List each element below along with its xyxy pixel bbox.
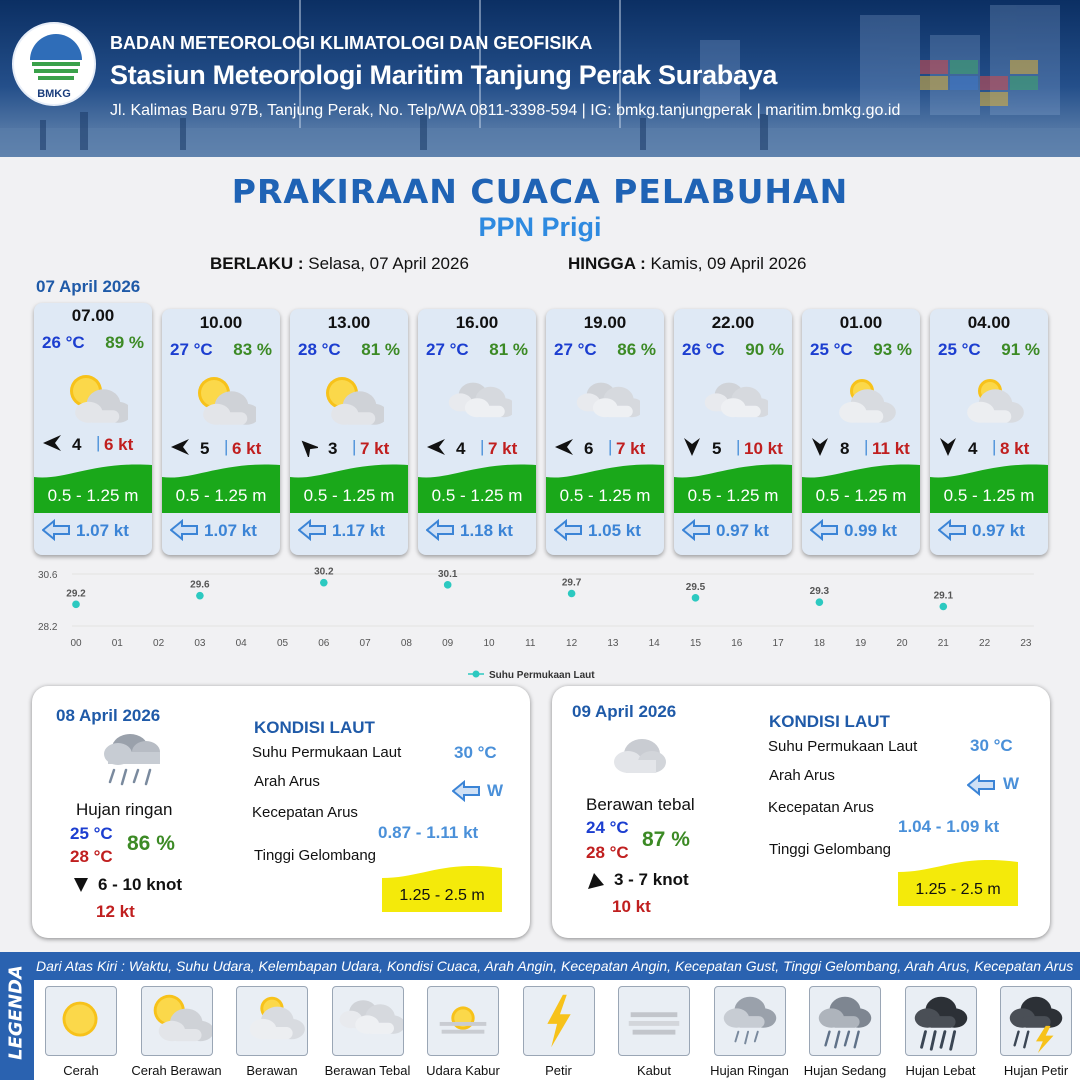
wave-height: 0.5 - 1.25 m [47, 486, 139, 505]
x-tick-label: 20 [896, 638, 908, 649]
data-point [816, 598, 824, 606]
temp-min: 25 °C [70, 824, 113, 843]
wave-height: 0.5 - 1.25 m [559, 486, 651, 505]
temp-max: 28 °C [70, 847, 113, 866]
humidity: 86 % [617, 340, 656, 359]
wind-range: 3 - 7 knot [614, 870, 689, 889]
wind-direction-icon [42, 433, 62, 453]
forecast-time: 10.00 [199, 313, 243, 332]
hourly-card [546, 309, 664, 555]
humidity: 90 % [745, 340, 784, 359]
gust-speed: 8 kt [1000, 439, 1030, 458]
wave-height: 0.5 - 1.25 m [303, 486, 395, 505]
day-condition: Hujan ringan [76, 800, 173, 819]
location-name: PPN Prigi [478, 212, 602, 242]
air-temperature: 27 °C [426, 340, 469, 359]
wave-box [898, 860, 1018, 906]
day-box-2 [552, 686, 1050, 938]
humidity: 93 % [873, 340, 912, 359]
wind-row [170, 437, 275, 459]
legend-description: Dari Atas Kiri : Waktu, Suhu Udara, Kelembapan Udara, Kondisi Cuaca, Arah Angin, Kecepatan Angin, Kecepatan Gust, Tinggi Gelombang, Arah Arus, Kecepatan Arus [36, 958, 1074, 974]
data-label: 29.3 [809, 586, 830, 598]
data-label: 29.1 [933, 590, 954, 602]
hourly-card [802, 309, 920, 555]
current-row [426, 519, 536, 541]
legend-label: Petir [545, 1063, 572, 1078]
x-tick-label: 15 [689, 638, 702, 649]
x-tick-label: 14 [648, 638, 660, 649]
air-temperature: 25 °C [810, 340, 853, 359]
day-date: 09 April 2026 [572, 702, 677, 721]
current-speed: 1.04 - 1.09 kt [898, 817, 1000, 836]
hujan-sedang-icon [809, 986, 881, 1056]
wind-separator: | [480, 437, 485, 456]
current-dir-label: Arah Arus [254, 773, 320, 790]
bmkg-logo [12, 22, 96, 106]
wind-speed: 5 [712, 439, 722, 458]
x-tick-label: 17 [772, 638, 784, 649]
hourly-card [34, 303, 152, 555]
valid-from-label: BERLAKU : [210, 254, 304, 273]
wind-row [938, 437, 1043, 459]
x-tick-label: 08 [400, 638, 412, 649]
x-tick-label: 06 [318, 638, 330, 649]
wind-speed: 8 [840, 439, 850, 458]
legend-series-name: Suhu Permukaan Laut [489, 670, 595, 681]
wind-row [810, 437, 915, 459]
current-speed: 0.97 kt [716, 521, 769, 540]
forecast-time: 04.00 [967, 313, 1011, 332]
y-tick-label: 30.6 [38, 570, 58, 581]
x-tick-label: 11 [525, 638, 536, 649]
current-speed: 1.05 kt [588, 521, 641, 540]
header-banner [0, 0, 1080, 157]
current-dir: W [487, 781, 504, 800]
current-speed: 0.87 - 1.11 kt [378, 823, 479, 842]
current-speed: 1.17 kt [332, 521, 385, 540]
x-tick-label: 02 [153, 638, 165, 649]
cerah-berawan-icon [141, 986, 213, 1056]
wind-row [426, 437, 531, 459]
current-row [810, 519, 920, 541]
berawan-icon [236, 986, 308, 1056]
current-arrow-icon [938, 519, 966, 541]
gust-speed: 6 kt [232, 439, 262, 458]
berawan-tebal-icon [570, 369, 640, 429]
hujan-lebat-icon [905, 986, 977, 1056]
gust-speed: 10 kt [744, 439, 783, 458]
humidity: 81 % [361, 340, 400, 359]
legend-label: Hujan Sedang [803, 1063, 887, 1078]
current-arrow-icon [810, 519, 838, 541]
valid-to-value: Kamis, 09 April 2026 [650, 254, 807, 273]
current-row [298, 519, 408, 541]
valid-from [210, 254, 469, 274]
air-temperature: 26 °C [682, 340, 725, 359]
data-point [196, 592, 204, 600]
hourly-card [290, 309, 408, 555]
air-temperature: 28 °C [298, 340, 341, 359]
data-label: 29.6 [190, 579, 210, 591]
current-speed: 0.97 kt [972, 521, 1025, 540]
current-row [170, 519, 280, 541]
data-point [72, 601, 80, 609]
data-label: 29.5 [685, 581, 706, 593]
wave-height: 0.5 - 1.25 m [431, 486, 523, 505]
forecast-time: 19.00 [583, 313, 627, 332]
valid-to-label: HINGGA : [568, 254, 646, 273]
y-tick-label: 28.2 [38, 622, 58, 633]
legend-marker [473, 671, 480, 678]
wind-separator: | [224, 437, 229, 456]
current-speed: 1.07 kt [204, 521, 257, 540]
air-temperature: 25 °C [938, 340, 981, 359]
forecast-time: 07.00 [71, 306, 115, 325]
forecast-time: 01.00 [839, 313, 883, 332]
gust-speed: 6 kt [104, 435, 134, 454]
wind-row [298, 437, 403, 459]
wind-separator: | [608, 437, 613, 456]
current-arrow-icon [452, 780, 480, 802]
legend-label: Cerah [63, 1063, 99, 1078]
berawan-tebal-icon [698, 369, 768, 429]
wind-direction-icon [810, 437, 830, 457]
station-address: Jl. Kalimas Baru 97B, Tanjung Perak, No. Telp/WA 0811-3398-594 | IG: bmkg.tanjungperak | maritim.bmkg.go.id [110, 102, 901, 119]
wind-speed: 4 [72, 435, 82, 454]
x-tick-label: 00 [70, 638, 82, 649]
day-condition: Berawan tebal [586, 795, 695, 814]
data-point [940, 603, 948, 611]
data-point [320, 579, 328, 587]
x-tick-label: 13 [607, 638, 619, 649]
legend-side [0, 952, 32, 1080]
wind-separator: | [352, 437, 357, 456]
current-speed-label: Kecepatan Arus [252, 804, 358, 821]
wind-direction-icon [72, 876, 90, 894]
logo-text: BMKG [37, 88, 71, 100]
x-tick-label: 03 [194, 638, 206, 649]
wind-direction-icon [170, 437, 190, 457]
data-label: 30.1 [437, 568, 458, 580]
forecast-time: 22.00 [711, 313, 755, 332]
x-tick-label: 16 [731, 638, 743, 649]
x-tick-label: 05 [276, 638, 289, 649]
x-tick-label: 12 [566, 638, 578, 649]
x-tick-label: 22 [979, 638, 991, 649]
wind-direction-icon [682, 437, 702, 457]
data-point [444, 581, 452, 589]
legend-label: Cerah Berawan [131, 1063, 222, 1078]
wind-separator: | [864, 437, 869, 456]
wave-height: 0.5 - 1.25 m [175, 486, 267, 505]
berawan-icon [954, 369, 1024, 429]
wave-box [382, 866, 502, 912]
current-speed: 1.07 kt [76, 521, 129, 540]
x-tick-label: 01 [111, 638, 123, 649]
wind-direction-icon [554, 437, 574, 457]
day-humidity: 86 % [127, 832, 175, 855]
legend-label: Berawan Tebal [324, 1063, 411, 1078]
hujan-ringan-icon [90, 726, 180, 796]
wind-direction-icon [586, 871, 606, 891]
legend-label: Kabut [637, 1063, 671, 1078]
current-speed: 0.99 kt [844, 521, 897, 540]
day-humidity: 87 % [642, 828, 690, 851]
legend-label: Hujan Petir [1003, 1063, 1069, 1078]
x-tick-label: 21 [937, 638, 949, 649]
x-tick-label: 09 [442, 638, 454, 649]
wave-height: 0.5 - 1.25 m [687, 486, 779, 505]
gust-speed: 7 kt [616, 439, 646, 458]
udara-kabur-icon [427, 986, 499, 1056]
current-row [682, 519, 792, 541]
hourly-card [930, 309, 1048, 555]
wind-separator: | [736, 437, 741, 456]
x-tick-label: 23 [1020, 638, 1032, 649]
air-temperature: 26 °C [42, 333, 85, 352]
current-speed: 1.18 kt [460, 521, 513, 540]
wave-label: Tinggi Gelombang [254, 847, 377, 864]
sea-condition-heading: KONDISI LAUT [254, 718, 375, 737]
sst-value: 30 °C [970, 736, 1013, 755]
x-tick-label: 04 [235, 638, 247, 649]
wave-height: 1.25 - 2.5 m [915, 881, 1001, 898]
gust-speed: 7 kt [488, 439, 518, 458]
current-arrow-icon [42, 519, 70, 541]
current-row [554, 519, 664, 541]
wind-range: 6 - 10 knot [98, 875, 183, 894]
station-name: Stasiun Meteorologi Maritim Tanjung Perak Surabaya [110, 60, 778, 90]
temp-min: 24 °C [586, 818, 629, 837]
humidity: 83 % [233, 340, 272, 359]
sst-chart [30, 560, 1050, 690]
kabut-icon [618, 986, 690, 1056]
valid-to [568, 254, 806, 274]
wind-direction-icon [298, 437, 318, 457]
berawan-tebal-icon [608, 732, 672, 782]
wind-speed: 4 [968, 439, 978, 458]
x-tick-label: 10 [483, 638, 495, 649]
wave-height: 0.5 - 1.25 m [943, 486, 1035, 505]
current-row [42, 519, 152, 541]
humidity: 81 % [489, 340, 528, 359]
x-tick-label: 19 [855, 638, 867, 649]
data-label: 30.2 [314, 566, 334, 578]
gust: 12 kt [96, 902, 135, 921]
wind-speed: 6 [584, 439, 594, 458]
current-arrow-icon [298, 519, 326, 541]
temp-max: 28 °C [586, 843, 629, 862]
wave-height: 0.5 - 1.25 m [815, 486, 907, 505]
legend-label: Hujan Ringan [710, 1063, 789, 1078]
x-tick-label: 07 [359, 638, 371, 649]
sst-value: 30 °C [454, 743, 497, 762]
wind-row [42, 433, 147, 455]
current-arrow-icon [554, 519, 582, 541]
wind-row [554, 437, 659, 459]
cerah-berawan-icon [186, 369, 256, 429]
wind-direction-icon [426, 437, 446, 457]
forecast-date: 07 April 2026 [36, 277, 141, 296]
page-title: PRAKIRAAN CUACA PELABUHAN [231, 172, 849, 211]
data-point [568, 590, 576, 598]
cerah-icon [45, 986, 117, 1056]
air-temperature: 27 °C [170, 340, 213, 359]
cerah-berawan-icon [58, 367, 128, 427]
day-box-1 [32, 686, 530, 938]
forecast-time: 16.00 [455, 313, 499, 332]
berawan-tebal-icon [442, 369, 512, 429]
current-dir: W [1003, 774, 1020, 793]
current-arrow-icon [426, 519, 454, 541]
sst-label: Suhu Permukaan Laut [768, 738, 918, 755]
hourly-card [162, 309, 280, 555]
current-dir-label: Arah Arus [769, 767, 835, 784]
cerah-berawan-icon [314, 369, 384, 429]
air-temperature: 27 °C [554, 340, 597, 359]
berawan-tebal-icon [332, 986, 404, 1056]
humidity: 91 % [1001, 340, 1040, 359]
petir-icon [523, 986, 595, 1056]
hujan-ringan-icon [714, 986, 786, 1056]
x-tick-label: 18 [813, 638, 825, 649]
data-point [692, 594, 700, 602]
legend-label: Berawan [246, 1063, 298, 1078]
current-arrow-icon [967, 774, 995, 796]
current-arrow-icon [682, 519, 710, 541]
data-label: 29.7 [561, 577, 582, 589]
data-label: 29.2 [66, 588, 86, 600]
berawan-icon [826, 369, 896, 429]
wind-separator: | [96, 433, 101, 452]
agency-name: BADAN METEOROLOGI KLIMATOLOGI DAN GEOFISIKA [110, 33, 593, 53]
current-speed-label: Kecepatan Arus [768, 799, 874, 816]
valid-from-value: Selasa, 07 April 2026 [308, 254, 469, 273]
humidity: 89 % [105, 333, 144, 352]
sst-label: Suhu Permukaan Laut [252, 744, 402, 761]
wind-speed: 5 [200, 439, 210, 458]
legend-label: Hujan Lebat [905, 1063, 976, 1078]
wind-speed: 3 [328, 439, 338, 458]
gust-speed: 7 kt [360, 439, 390, 458]
wind-speed: 4 [456, 439, 466, 458]
wind-separator: | [992, 437, 997, 456]
forecast-time: 13.00 [327, 313, 371, 332]
wind-direction-icon [938, 437, 958, 457]
legend-title: LEGENDA [5, 965, 27, 1060]
day-date: 08 April 2026 [56, 706, 161, 725]
wind-row [682, 437, 787, 459]
hourly-card [674, 309, 792, 555]
hujan-petir-icon [1000, 986, 1072, 1056]
wave-height: 1.25 - 2.5 m [399, 887, 485, 904]
gust: 10 kt [612, 897, 651, 916]
wave-label: Tinggi Gelombang [769, 841, 892, 858]
current-arrow-icon [170, 519, 198, 541]
sea-condition-heading: KONDISI LAUT [769, 712, 890, 731]
legend-label: Udara Kabur [426, 1063, 500, 1078]
gust-speed: 11 kt [872, 439, 910, 458]
hourly-card [418, 309, 536, 555]
current-row [938, 519, 1048, 541]
